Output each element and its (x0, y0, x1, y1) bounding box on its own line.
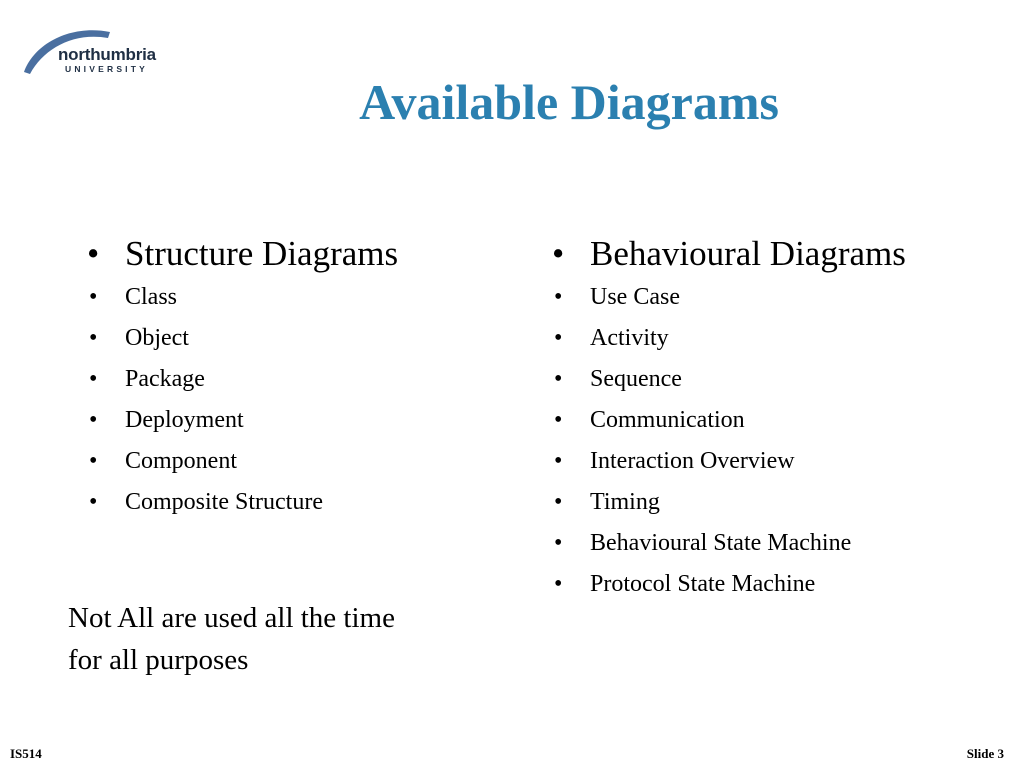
bullet-icon: • (89, 448, 98, 474)
bullet-icon: • (552, 234, 565, 273)
list-item (85, 408, 505, 449)
list-item-text: Component (125, 448, 237, 474)
list-item-text: Timing (590, 489, 660, 515)
list-heading-text: Structure Diagrams (125, 234, 399, 273)
list-item-text: Protocol State Machine (590, 571, 816, 597)
bullet-icon: • (554, 284, 563, 310)
bullet-icon: • (554, 325, 563, 351)
list-item (550, 531, 990, 572)
bullet-icon: • (89, 489, 98, 515)
list-item (550, 449, 990, 490)
bullet-icon: • (554, 489, 563, 515)
bullet-icon: • (87, 234, 100, 273)
note-line-1: Not All are used all the time (68, 602, 395, 634)
bullet-icon: • (554, 530, 563, 556)
bullet-icon: • (89, 325, 98, 351)
note-line-2: for all purposes (68, 644, 249, 676)
bullet-icon: • (89, 366, 98, 392)
list-item-text: Package (125, 366, 205, 392)
bullet-icon: • (89, 284, 98, 310)
bullet-icon: • (554, 366, 563, 392)
note-text (68, 597, 488, 681)
behavioural-diagrams-list (550, 229, 990, 613)
list-heading-text: Behavioural Diagrams (590, 234, 906, 273)
list-item-text: Class (125, 284, 178, 310)
logo-name: northumbria (58, 45, 156, 64)
structure-diagrams-list (85, 229, 505, 531)
list-item-text: Activity (590, 325, 669, 351)
list-item-text: Sequence (590, 366, 682, 392)
list-item (85, 490, 505, 531)
list-heading (85, 229, 505, 285)
list-item (550, 490, 990, 531)
list-heading (550, 229, 990, 285)
list-item (550, 285, 990, 326)
list-item (85, 449, 505, 490)
bullet-icon: • (89, 407, 98, 433)
list-item (85, 285, 505, 326)
bullet-icon: • (554, 407, 563, 433)
footer-slide-number: Slide 3 (966, 746, 1004, 761)
list-item (550, 367, 990, 408)
list-item (550, 326, 990, 367)
list-item (550, 408, 990, 449)
list-item-text: Interaction Overview (590, 448, 795, 474)
list-item-text: Object (125, 325, 189, 351)
list-item (85, 367, 505, 408)
logo-subtitle: UNIVERSITY (65, 64, 149, 74)
footer-course-code: IS514 (10, 746, 42, 761)
bullet-icon: • (554, 448, 563, 474)
list-item-text: Use Case (590, 284, 680, 310)
slide-title: Available Diagrams (359, 74, 779, 130)
university-logo (22, 22, 172, 78)
list-item-text: Communication (590, 407, 745, 433)
list-item-text: Composite Structure (125, 489, 323, 515)
list-item-text: Deployment (125, 407, 244, 433)
list-item (85, 326, 505, 367)
list-item (550, 572, 990, 613)
list-item-text: Behavioural State Machine (590, 530, 852, 556)
bullet-icon: • (554, 571, 563, 597)
